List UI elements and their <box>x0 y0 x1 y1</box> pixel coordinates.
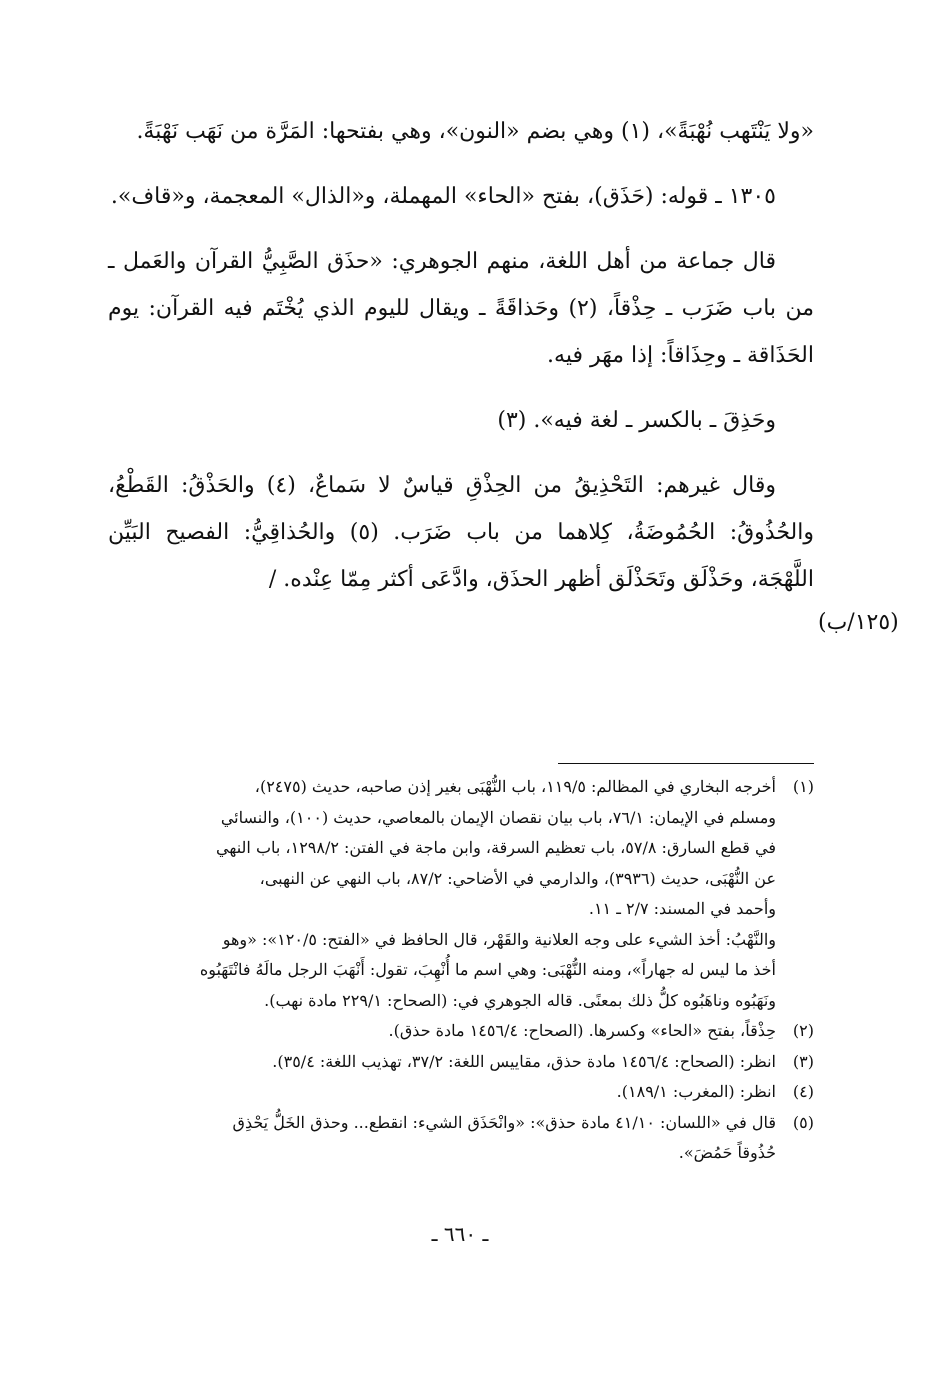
paragraph-text: وقال غيرهم: التَحْذِيقُ من الحِذْقِ قياسٌ لا سَماعٌ، (٤) والحَذْقُ: القَطْعُ، والحُذُوقُ: الحُمُوضَةُ، كِلاهما من باب ضَرَب. (٥) والحُذاقِيُّ: الفصيح البَيِّن اللَّهْجَة، وحَذْلَق وتَحَذْلَق أظهر الحذَق، وادَّعَى أكثر مِمّا عِنْده. / <box>108 473 814 592</box>
footnote-1 <box>108 772 814 925</box>
footnote-body <box>108 1016 776 1047</box>
footnote-body <box>108 1047 776 1078</box>
paragraph-text: وحَذِقَ ـ بالكسر ـ لغة فيه». (٣) <box>497 408 776 433</box>
footnote-line: حِذْقاً، بفتح «الحاء» وكسرها. (الصحاح: ١٤٥٦/٤ مادة حذق). <box>388 1021 776 1040</box>
footnote-4 <box>108 1077 814 1108</box>
paragraph-4 <box>108 397 814 444</box>
footnote-number: (٥) <box>792 1112 814 1132</box>
paragraph-3 <box>108 238 814 379</box>
paragraph-2 <box>108 173 814 220</box>
page-number: ـ ٦٦٠ ـ <box>431 1222 489 1246</box>
footnote-line: انظر: (المغرب: ١٨٩/١). <box>616 1082 776 1101</box>
footnote-line: أخرجه البخاري في المظالم: ١١٩/٥، باب النُّهْبَى بغير إذن صاحبه، حديث (٢٤٧٥)، <box>254 777 776 796</box>
footnote-line: ونَهَبُوه وناهَبُوه كلُّ ذلك بمعنًى. قاله الجوهري في: (الصحاح: ٢٢٩/١ مادة نهب). <box>264 990 776 1010</box>
paragraph-5 <box>108 462 814 603</box>
footnote-3 <box>108 1047 814 1078</box>
paragraph-text: ١٣٠٥ ـ قوله: (حَذَق)، بفتح «الحاء» المهملة، و«الذال» المعجمة، و«قاف». <box>110 184 776 209</box>
manuscript-folio-note: (١٢٥/ب) <box>818 610 899 635</box>
footnote-line: في قطع السارق: ٥٧/٨، باب تعظيم السرقة، وابن ماجة في الفتن: ١٢٩٨/٢، باب النهي <box>216 838 776 857</box>
footnote-body <box>108 772 776 925</box>
footnote-separator <box>558 763 814 764</box>
footnote-line: عن النُّهْبَى، حديث (٣٩٣٦)، والدارمي في الأضاحي: ٨٧/٢، باب النهي عن النهبى، <box>259 868 776 888</box>
footnote-line: قال في «اللسان: ٤١/١٠ مادة حذق»: «وانْحَذَق الشيء: انقطع... وحذق الخَلُّ يَحْذِق <box>232 1112 776 1132</box>
paragraph-text: «ولا يَنْتَهب نُهْبَةً»، (١) وهي بضم «النون»، وهي بفتحها: المَرَّة من نَهَب نَهْبَةً. <box>136 119 814 144</box>
footnote-number: (٢) <box>792 1021 814 1040</box>
footnote-5 <box>108 1108 814 1169</box>
footnote-line: ومسلم في الإيمان: ٧٦/١، باب بيان نقصان الإيمان بالمعاصي، حديث (١٠٠)، والنسائي <box>220 807 776 827</box>
footnotes <box>108 772 814 1169</box>
footnote-number: (٣) <box>792 1051 814 1071</box>
footnote-line: أخذ ما ليس له جهاراً»، ومنه النُّهْبَى: وهي اسم ما أُنْهِبَ، تقول: أَنْهَبَ الرجل مالَهُ فانْتَهَبُوه <box>199 960 776 979</box>
paragraph-1 <box>108 108 814 155</box>
paragraph-text: قال جماعة من أهل اللغة، منهم الجوهري: «حذَق الصَّبِيُّ القرآن والعَمل ـ من باب ضَرَب ـ حِذْقاً، (٢) وحَذاقَةً ـ ويقال لليوم الذي يُخْتَم فيه القرآن: يوم الحَذَاقة ـ وحِذَاقاً: إذا مهَر فيه. <box>108 249 814 368</box>
footnote-number <box>776 925 814 1017</box>
footnote-2 <box>108 1016 814 1047</box>
footnote-line: حُذُوقاً حَمُضَ». <box>678 1143 776 1162</box>
footnote-body <box>108 1077 776 1108</box>
footnote-body <box>108 925 776 1017</box>
footnote-number: (٤) <box>792 1082 814 1101</box>
footnote-line: وأحمد في المسند: ٢/٧ ـ ١١. <box>588 899 776 918</box>
main-text <box>108 108 814 603</box>
footnote-line: والنَّهْبُ: أخذ الشيء على وجه العلانية والقَهْر، قال الحافظ في «الفتح: ١٢٠/٥»: «وهو <box>222 929 776 949</box>
footnote-number: (١) <box>792 777 814 796</box>
footnote-body <box>108 1108 776 1169</box>
footnote-1-continued <box>108 925 814 1017</box>
footnote-line: انظر: (الصحاح: ١٤٥٦/٤ مادة حذق، مقاييس اللغة: ٣٧/٢، تهذيب اللغة: ٣٥/٤). <box>272 1051 776 1071</box>
